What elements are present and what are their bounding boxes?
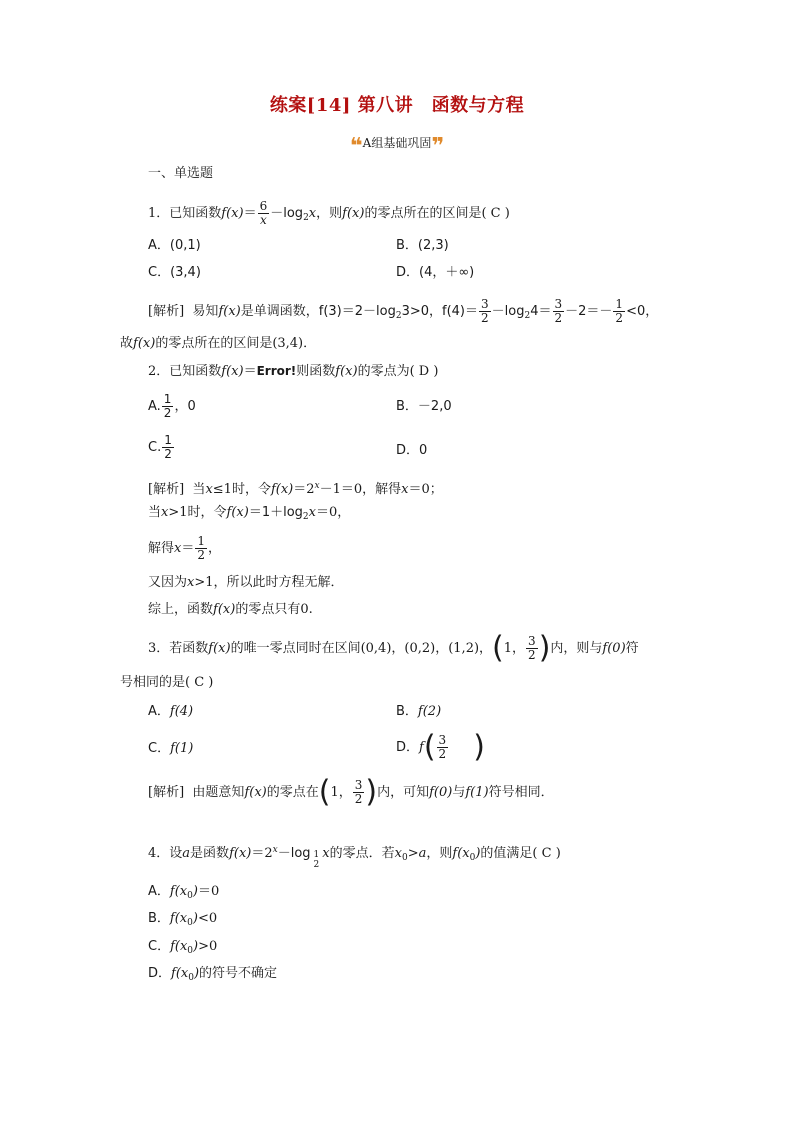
q4-option-a: A．$f(x_0)=0$ [148,884,220,901]
q1-stem: 1．已知函数f(x)＝ $\frac{6}{x}$ $-\log_2x$，则f(x)的零点所在的区间是( C ) [148,199,510,227]
q2-option-a: A. $\frac{1}{2}$ ，0 [148,392,196,420]
q3-analysis: [解析] 由题意知f(x)的零点在(1， $\frac{3}{2}$ )内，可知f(0)与f(1)符号相同． [148,774,554,810]
q1-option-c: C．(3,4) [148,265,201,280]
q2-analysis-line3: 解得x＝ $\frac{1}{2}$ ， [148,534,222,562]
q4-option-b: B．$f(x_0)<0$ [148,911,218,928]
q1-option-a: A．(0,1) [148,238,201,253]
q1-analysis-line2: 故f(x)的零点所在的区间是(3,4)． [120,336,317,351]
q4-option-d: D．$f(x_0)$的符号不确定 [148,966,278,983]
page-title: 练案[14] 第八讲 函数与方程 [269,95,525,116]
q2-option-c: C. $\frac{1}{2}$ [148,433,172,461]
q3-option-c: C．f(1) [148,741,194,756]
q2-analysis-line5: 综上，函数f(x)的零点只有0. [148,602,313,617]
q3-analysis-label: [解析] [148,785,185,800]
q1-option-b: B．(2,3) [396,238,449,253]
q2-analysis-line2: 当x>1时，令$f(x)=1+\log_2x=0$， [148,505,351,522]
q1-option-d: D．(4，＋∞) [396,265,475,280]
q3-stem-line2: 号相同的是( C ) [120,675,214,690]
q3-option-b: B．f(2) [396,704,442,719]
close-quote-icon: ❞ [431,134,445,159]
q1-analysis-line1: [解析] 易知f(x)是单调函数，$f(3)=2-\log_23>0$，f(4)＝ $\frac{3}{2}$ $-\log_24=$ $\frac{3}{2}$ －2＝－ $\frac{1}{2}$ <0， [148,297,659,325]
q1-analysis-label: [解析] [148,304,185,319]
q2-error-text: Error! [256,364,297,378]
q1-fraction: $\frac{6}{x}$ [259,199,268,227]
q2-option-b: B．－2,0 [396,399,452,414]
q2-option-d: D．0 [396,443,428,458]
q3-option-a: A．f(4) [148,704,194,719]
group-banner [0,134,794,159]
q3-option-d: D．f( $\frac{3}{2}$ ) [396,729,485,765]
q2-stem: 2．已知函数f(x)＝Error!则函数f(x)的零点为( D ) [148,364,439,379]
group-label: A组基础巩固 [362,136,432,150]
q3-stem: 3．若函数f(x)的唯一零点同时在区间(0,4)，(0,2)，(1,2)，(1， $\frac{3}{2}$ )内，则与f(0)符 [148,630,639,666]
q2-analysis-label: [解析] [148,482,185,497]
q4-option-c: C．$f(x_0)>0$ [148,939,218,956]
q2-analysis-line4: 又因为x>1，所以此时方程无解． [148,575,344,590]
section-label: 一、单选题 [148,166,214,181]
q4-stem: 4．设a是函数$f(x)=2^x-\log$ 1 2 x的零点．若$x_0>a$，则$f(x_0)$的值满足( C ) [148,845,561,870]
open-quote-icon: ❝ [349,134,363,159]
q2-analysis-line1: [解析] 当x≤1时，令$f(x)=2^x-1=0$，解得x＝0； [148,481,443,497]
